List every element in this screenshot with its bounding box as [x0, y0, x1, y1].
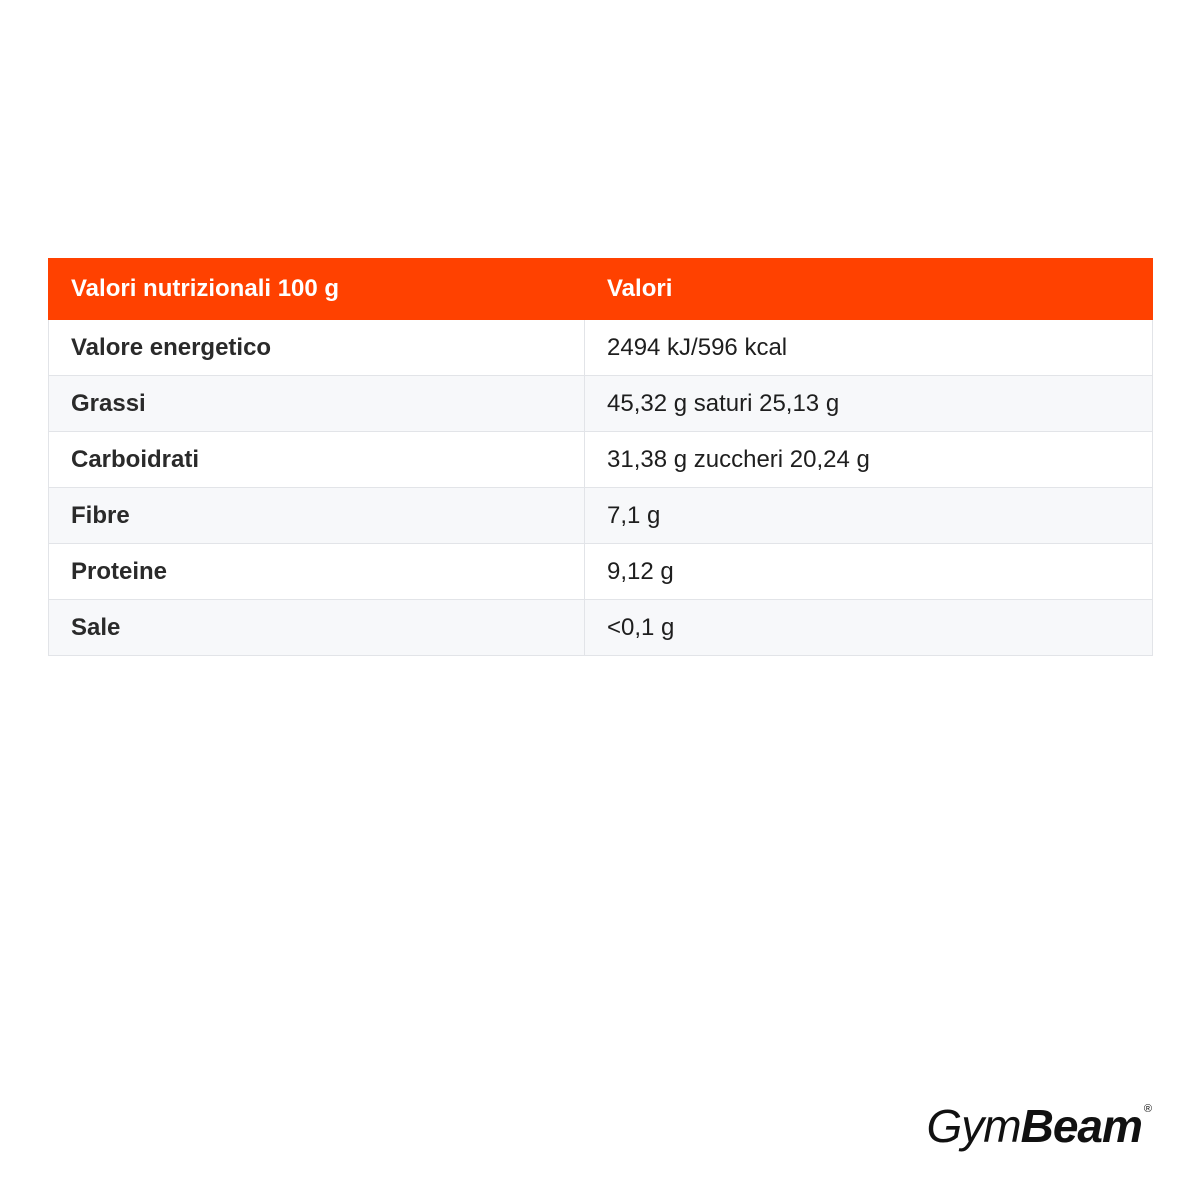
header-nutrition-values: Valori nutrizionali 100 g	[49, 259, 585, 320]
table-row	[49, 376, 1153, 432]
row-value: 45,32 g saturi 25,13 g	[585, 376, 1153, 432]
header-row	[49, 259, 1153, 320]
row-label: Carboidrati	[49, 432, 585, 488]
row-label: Fibre	[49, 488, 585, 544]
table-row	[49, 432, 1153, 488]
table-body	[49, 320, 1153, 656]
brand-logo-beam: Beam	[1020, 1100, 1142, 1152]
table-row	[49, 544, 1153, 600]
registered-mark: ®	[1143, 1103, 1152, 1115]
header-values: Valori	[585, 259, 1153, 320]
nutrition-table	[48, 258, 1153, 656]
brand-logo-gym: Gym	[926, 1100, 1021, 1152]
brand-logo	[926, 1098, 1152, 1154]
table-row	[49, 600, 1153, 656]
row-value: 7,1 g	[585, 488, 1153, 544]
table-header	[49, 259, 1153, 320]
row-value: 9,12 g	[585, 544, 1153, 600]
table-row	[49, 320, 1153, 376]
row-value: 2494 kJ/596 kcal	[585, 320, 1153, 376]
row-label: Sale	[49, 600, 585, 656]
row-value: 31,38 g zuccheri 20,24 g	[585, 432, 1153, 488]
row-label: Valore energetico	[49, 320, 585, 376]
row-label: Proteine	[49, 544, 585, 600]
row-value: <0,1 g	[585, 600, 1153, 656]
table-row	[49, 488, 1153, 544]
row-label: Grassi	[49, 376, 585, 432]
